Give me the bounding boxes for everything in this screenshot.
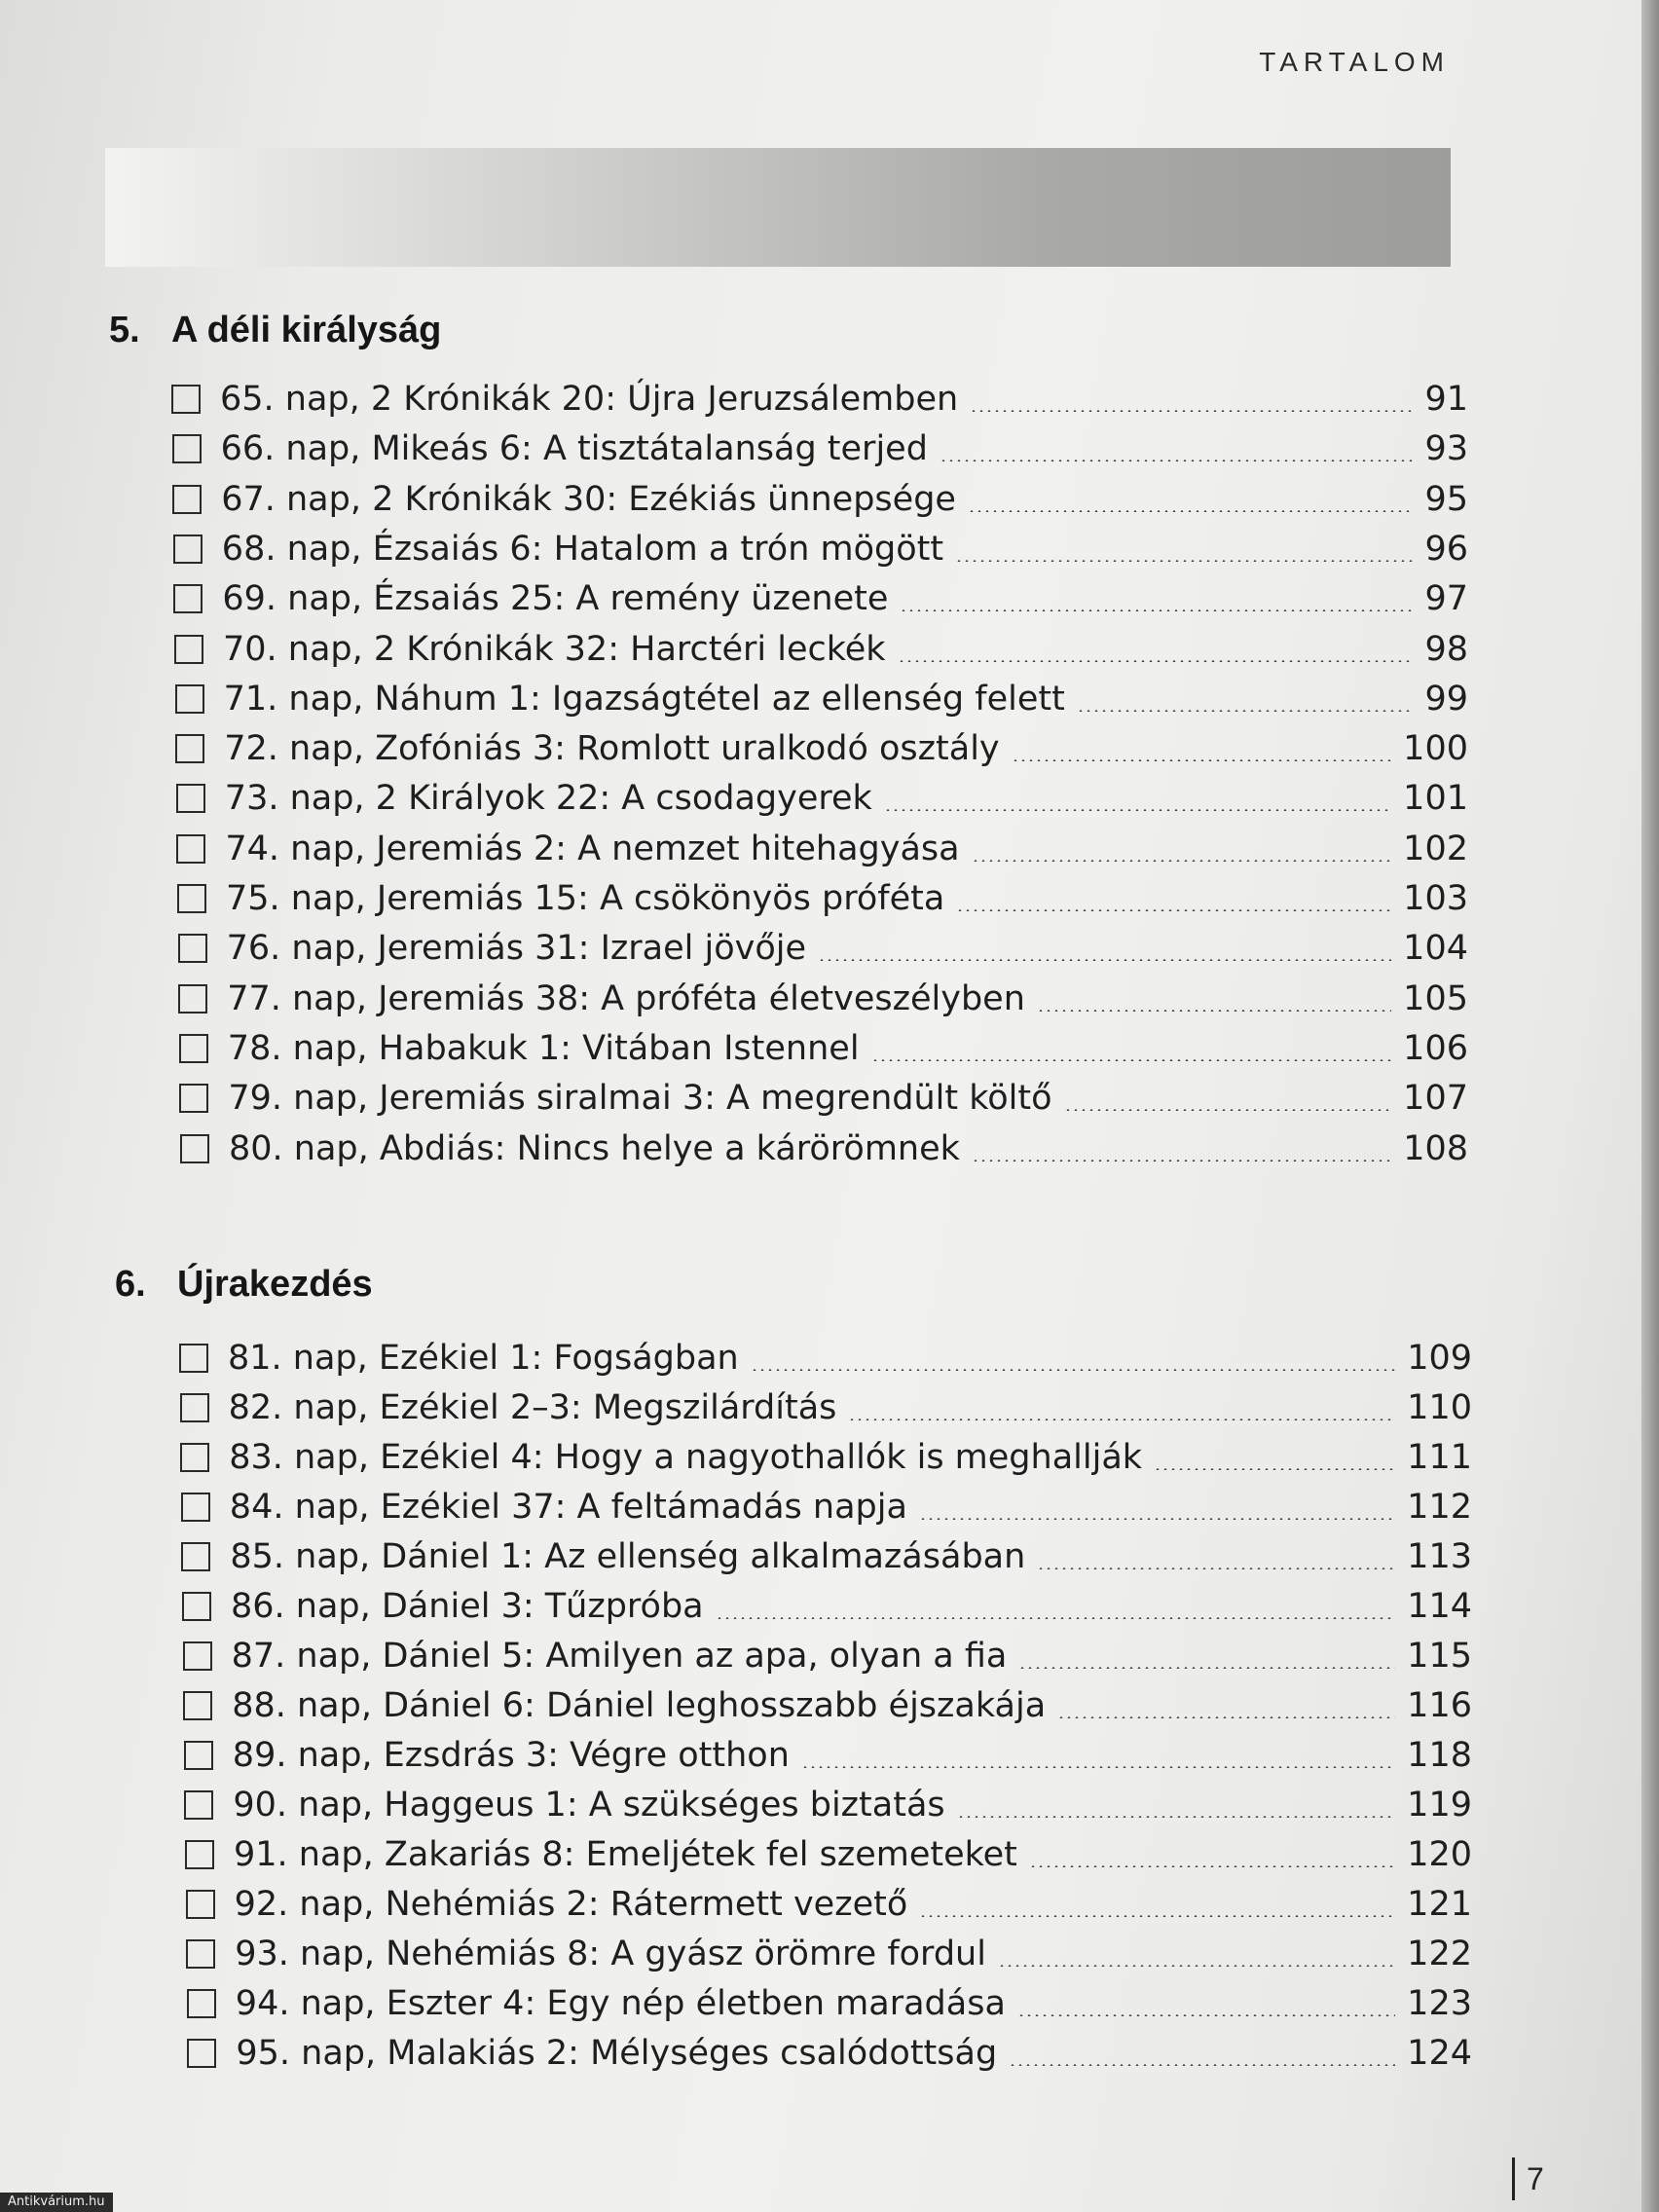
dot-leader: [1029, 1865, 1395, 1867]
entry-title: 93. nap, Nehémiás 8: A gyász örömre fordul: [235, 1935, 986, 1973]
entry-title: 82. nap, Ezékiel 2–3: Megszilárdítás: [228, 1388, 837, 1427]
entry-page-number: 120: [1407, 1835, 1472, 1874]
toc-entry: [179, 1335, 1472, 1382]
section-title: [115, 1264, 373, 1306]
entry-page-number: 118: [1407, 1736, 1472, 1775]
entry-title: 86. nap, Dániel 3: Tűzpróba: [231, 1587, 704, 1626]
checkbox[interactable]: [172, 434, 202, 463]
entry-page-number: 99: [1424, 679, 1468, 719]
dot-leader: [1018, 1667, 1395, 1669]
checkbox[interactable]: [178, 984, 207, 1014]
checkbox[interactable]: [182, 1592, 211, 1621]
entry-title: 87. nap, Dániel 5: Amilyen az apa, olyan a fia: [231, 1637, 1008, 1676]
toc-entry: [187, 2030, 1472, 2077]
entry-title: 79. nap, Jeremiás siralmai 3: A megrendült költő: [228, 1079, 1052, 1119]
dot-leader: [884, 809, 1391, 811]
entry-title: 92. nap, Nehémiás 2: Rátermett vezető: [234, 1885, 908, 1924]
toc-entry: [174, 626, 1468, 673]
toc-entry: [183, 1633, 1472, 1679]
checkbox[interactable]: [187, 2039, 216, 2068]
toc-entry: [181, 1533, 1472, 1580]
entry-title: 95. nap, Malakiás 2: Mélységes csalódottság: [236, 2034, 998, 2073]
checkbox[interactable]: [183, 1641, 212, 1671]
entry-page-number: 113: [1407, 1537, 1472, 1576]
entry-title: 70. nap, 2 Krónikák 32: Harctéri leckék: [223, 629, 886, 669]
checkbox[interactable]: [186, 1890, 215, 1919]
entry-title: 94. nap, Eszter 4: Egy nép életben maradása: [235, 1984, 1006, 2023]
toc-entry: [172, 425, 1468, 472]
toc-entry: [176, 826, 1468, 872]
dot-leader: [801, 1766, 1395, 1768]
entry-title: 90. nap, Haggeus 1: A szükséges biztatás: [233, 1786, 945, 1825]
checkbox[interactable]: [178, 934, 207, 963]
entry-title: 91. nap, Zakariás 8: Emeljétek fel szemeteket: [234, 1835, 1017, 1874]
dot-leader: [716, 1617, 1396, 1619]
entry-page-number: 110: [1407, 1388, 1472, 1427]
dot-leader: [848, 1419, 1395, 1420]
toc-entry: [175, 676, 1468, 722]
checkbox[interactable]: [180, 1134, 209, 1163]
toc-entry: [181, 1484, 1472, 1530]
entry-page-number: 93: [1424, 429, 1468, 469]
entry-page-number: 119: [1407, 1786, 1472, 1825]
dot-leader: [1009, 2064, 1395, 2066]
entry-page-number: 96: [1424, 529, 1468, 569]
dot-leader: [968, 510, 1413, 512]
page-number: 7: [1512, 2157, 1544, 2200]
dot-leader: [1037, 1010, 1391, 1012]
toc-entry: [187, 1980, 1472, 2027]
entry-page-number: 107: [1403, 1079, 1468, 1119]
entry-title: 75. nap, Jeremiás 15: A csökönyös próféta: [226, 879, 945, 918]
entry-title: 81. nap, Ezékiel 1: Fogságban: [228, 1339, 739, 1378]
entry-page-number: 98: [1424, 629, 1468, 669]
checkbox[interactable]: [181, 1493, 210, 1522]
dot-leader: [919, 1915, 1395, 1917]
running-head: TARTALOM: [1259, 47, 1450, 77]
checkbox[interactable]: [179, 1034, 208, 1063]
dot-leader: [1037, 1567, 1395, 1569]
entry-title: 80. nap, Abdiás: Nincs helye a kárörömnek: [229, 1128, 960, 1168]
section-number: 5.: [109, 310, 140, 350]
entry-title: 85. nap, Dániel 1: Az ellenség alkalmazásában: [230, 1537, 1026, 1576]
dot-leader: [955, 560, 1413, 562]
checkbox[interactable]: [180, 1393, 209, 1422]
entry-title: 66. nap, Mikeás 6: A tisztátalanság terjed: [220, 429, 928, 469]
toc-entry: [172, 476, 1468, 523]
entry-page-number: 97: [1424, 579, 1468, 619]
dot-leader: [919, 1518, 1395, 1520]
dot-leader: [970, 410, 1413, 412]
section-heading: Újrakezdés: [177, 1264, 373, 1305]
checkbox[interactable]: [185, 1840, 214, 1869]
checkbox[interactable]: [171, 385, 201, 414]
watermark: Antikvárium.hu: [0, 2193, 113, 2212]
entry-title: 83. nap, Ezékiel 4: Hogy a nagyothallók is meghallják: [229, 1438, 1143, 1477]
checkbox[interactable]: [176, 834, 205, 864]
header-gradient-bar: [105, 148, 1451, 267]
checkbox[interactable]: [176, 784, 205, 813]
checkbox[interactable]: [175, 684, 204, 714]
toc-entry: [178, 976, 1468, 1022]
entry-title: 73. nap, 2 Királyok 22: A csodagyerek: [224, 779, 872, 819]
entry-title: 71. nap, Náhum 1: Igazságtétel az ellenség felett: [223, 679, 1065, 719]
entry-page-number: 124: [1407, 2034, 1472, 2073]
dot-leader: [1012, 759, 1392, 761]
entry-page-number: 106: [1403, 1028, 1468, 1068]
entry-title: 78. nap, Habakuk 1: Vitában Istennel: [227, 1028, 860, 1068]
toc-entry: [180, 1125, 1468, 1172]
checkbox[interactable]: [181, 1542, 210, 1571]
toc-entry: [173, 526, 1468, 572]
checkbox[interactable]: [187, 1989, 216, 2018]
entry-page-number: 95: [1424, 479, 1468, 519]
checkbox[interactable]: [173, 584, 203, 613]
checkbox[interactable]: [186, 1939, 215, 1969]
checkbox[interactable]: [175, 734, 204, 763]
toc-entry: [173, 575, 1468, 622]
entry-title: 65. nap, 2 Krónikák 20: Újra Jeruzsálemben: [220, 380, 959, 419]
dot-leader: [956, 909, 1391, 911]
dot-leader: [972, 1160, 1391, 1161]
entry-page-number: 102: [1403, 829, 1468, 868]
toc-entry: [183, 1682, 1472, 1729]
section-title: [109, 310, 441, 351]
entry-page-number: 114: [1407, 1587, 1472, 1626]
toc-entry: [179, 1025, 1468, 1072]
toc-entry: [177, 875, 1468, 922]
entry-page-number: 91: [1424, 380, 1468, 419]
entry-page-number: 111: [1407, 1438, 1472, 1477]
entry-title: 74. nap, Jeremiás 2: A nemzet hitehagyása: [225, 829, 960, 868]
section-heading: A déli királyság: [171, 310, 442, 350]
dot-leader: [1017, 2014, 1395, 2016]
entry-page-number: 121: [1407, 1885, 1472, 1924]
dot-leader: [940, 460, 1414, 461]
entry-page-number: 112: [1407, 1488, 1472, 1527]
toc-entry: [178, 925, 1468, 972]
entry-title: 72. nap, Zofóniás 3: Romlott uralkodó osztály: [224, 729, 1000, 769]
entry-page-number: 105: [1403, 978, 1468, 1018]
checkbox[interactable]: [184, 1790, 213, 1820]
entry-title: 68. nap, Ézsaiás 6: Hatalom a trón mögött: [221, 529, 944, 569]
toc-entry: [186, 1881, 1472, 1928]
entry-title: 77. nap, Jeremiás 38: A próféta életveszélyben: [227, 978, 1025, 1018]
entry-page-number: 108: [1403, 1128, 1468, 1168]
toc-entry: [171, 376, 1468, 423]
toc-entry: [176, 775, 1468, 822]
toc-entry: [186, 1931, 1472, 1977]
dot-leader: [957, 1816, 1396, 1818]
entry-page-number: 100: [1403, 729, 1468, 769]
dot-leader: [1154, 1468, 1395, 1470]
dot-leader: [1057, 1716, 1395, 1718]
checkbox[interactable]: [173, 535, 203, 564]
toc-entry: [180, 1434, 1472, 1481]
entry-title: 88. nap, Dániel 6: Dániel leghosszabb éjszakája: [232, 1686, 1047, 1725]
checkbox[interactable]: [174, 635, 203, 664]
entry-page-number: 109: [1407, 1339, 1472, 1378]
entry-page-number: 123: [1407, 1984, 1472, 2023]
entry-page-number: 115: [1407, 1637, 1472, 1676]
entry-page-number: 122: [1407, 1935, 1472, 1973]
entry-page-number: 116: [1407, 1686, 1472, 1725]
dot-leader: [972, 860, 1392, 862]
entry-title: 84. nap, Ezékiel 37: A feltámadás napja: [229, 1488, 907, 1527]
entry-page-number: 101: [1403, 779, 1468, 819]
checkbox[interactable]: [172, 485, 202, 514]
checkbox[interactable]: [179, 1084, 208, 1113]
section-number: 6.: [115, 1264, 146, 1305]
entry-title: 89. nap, Ezsdrás 3: Végre otthon: [232, 1736, 790, 1775]
toc-entry: [182, 1583, 1472, 1630]
dot-leader: [818, 959, 1391, 961]
entry-page-number: 103: [1403, 879, 1468, 918]
toc-entry: [185, 1831, 1472, 1878]
checkbox[interactable]: [179, 1344, 208, 1373]
checkbox[interactable]: [183, 1691, 212, 1720]
dot-leader: [871, 1059, 1392, 1061]
entry-title: 69. nap, Ézsaiás 25: A remény üzenete: [222, 579, 889, 619]
checkbox[interactable]: [184, 1741, 213, 1770]
toc-entry: [184, 1732, 1472, 1779]
toc-entry: [175, 725, 1468, 772]
entry-title: 76. nap, Jeremiás 31: Izrael jövője: [226, 929, 807, 969]
dot-leader: [751, 1369, 1395, 1371]
toc-entry: [184, 1782, 1472, 1828]
toc-entry: [179, 1075, 1468, 1122]
page-edge-shadow: [1641, 0, 1659, 2212]
dot-leader: [1064, 1109, 1392, 1111]
entry-page-number: 104: [1403, 929, 1468, 969]
dot-leader: [898, 660, 1414, 662]
dot-leader: [1077, 710, 1414, 712]
checkbox[interactable]: [177, 884, 206, 913]
entry-title: 67. nap, 2 Krónikák 30: Ezékiás ünnepsége: [221, 479, 956, 519]
dot-leader: [900, 609, 1413, 611]
checkbox[interactable]: [180, 1443, 209, 1472]
dot-leader: [998, 1965, 1395, 1967]
toc-entry: [180, 1384, 1472, 1431]
